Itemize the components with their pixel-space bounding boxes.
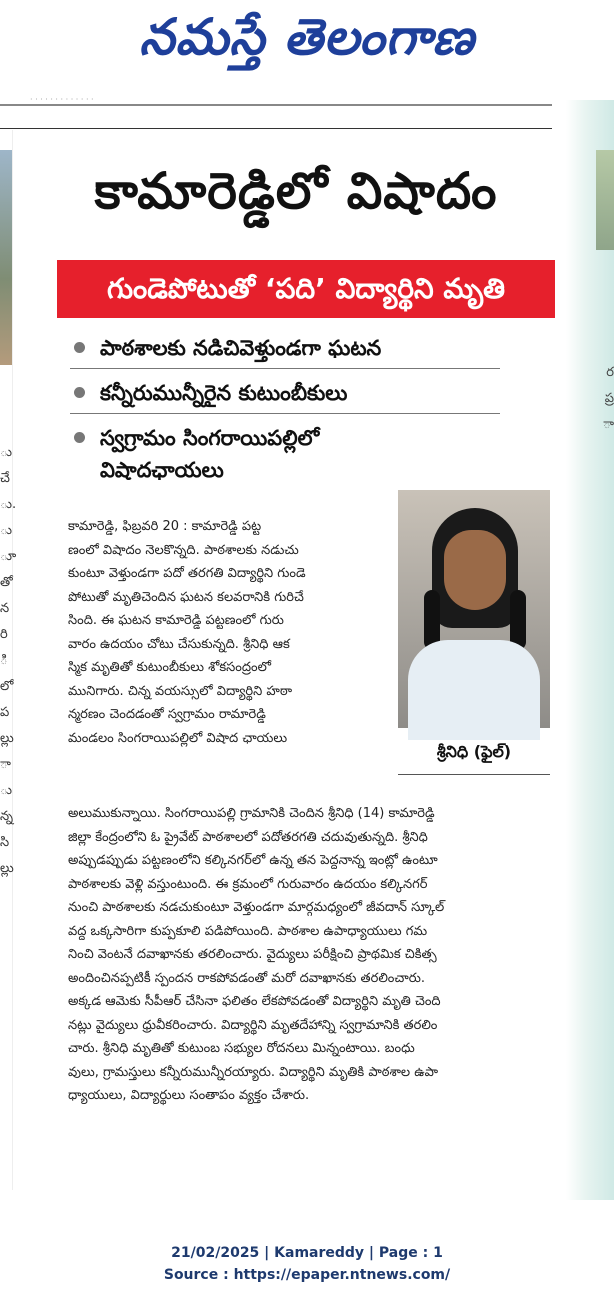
left-photo-fragment [0, 150, 12, 365]
student-photo [398, 490, 550, 728]
bullet-icon [74, 387, 85, 398]
left-fragment: ూ [0, 549, 17, 564]
highlight-text: స్వగ్రామం సింగరాయిపల్లిలో విషాదఛాయలు [100, 426, 320, 482]
date-strip: · · · · · · · · · · · · · [30, 95, 94, 104]
left-fragment: ప [0, 705, 10, 720]
right-column-cutoff [566, 100, 614, 1200]
right-fragment: ా [603, 417, 614, 432]
right-photo-fragment [596, 150, 614, 250]
highlight-text: కన్నీరుమున్నీరైన కుటుంబీకులు [100, 381, 348, 405]
article-body-top: కామారెడ్డి, ఫిబ్రవరి 20 : కామారెడ్డి పట్ట ణంలో విషాదం నెలకొన్నది. పాఠశాలకు నడుచు కుంటూ వెళ్తుండగా పదో తరగతి విద్యార్థిని గుండె పోటుతో మృతిచెందిన ఘటన కలవరానికి గురిచే సింది. ఈ ఘటన కామారెడ్డి పట్టణంలో గురు వారం ఉదయం చోటు చేసుకున్నది. శ్రీనిధి ఆక స్మిక మృతితో కుటుంబీకులు శోకసంద్రంలో మునిగారు. చిన్న వయస్సులో విద్యార్థిని హఠా న్మరణం చెందడంతో స్వగ్రామం రామారెడ్డి మండలం సింగరాయిపల్లిలో విషాద ఛాయలు [68, 519, 306, 746]
highlight-text: పాఠశాలకు నడిచివెళ్తుండగా ఘటన [100, 336, 382, 360]
header-divider [0, 104, 552, 106]
left-fragment: తో [0, 575, 13, 590]
left-fragment: ల్లు [0, 731, 14, 746]
left-fragment: రి [0, 627, 8, 642]
left-fragment: ు. [0, 497, 17, 512]
right-fragment: ర [606, 365, 614, 380]
right-fragment: ప్ర [604, 391, 614, 406]
footer-source: Source : https://epaper.ntnews.com/ [163, 1267, 451, 1283]
left-fragment: ు [0, 783, 13, 798]
highlight-item [70, 332, 500, 369]
left-fragment: ు [0, 445, 13, 460]
left-fragment: న [0, 601, 10, 616]
left-fragment: ి [0, 653, 8, 668]
photo-caption: శ్రీనిధి (ఫైల్) [436, 742, 512, 761]
source-footer [0, 1242, 614, 1286]
footer-date-edition: 21/02/2025 | Kamareddy | Page : 1 [171, 1245, 443, 1261]
highlights-list [70, 332, 500, 486]
left-fragment: సి [0, 835, 10, 850]
caption-divider [398, 774, 550, 775]
highlight-item [70, 377, 500, 414]
left-fragment: న్న [0, 809, 13, 824]
newspaper-logo: నమస్తే తెలంగాణ [139, 8, 475, 66]
left-fragment: ు [0, 523, 13, 538]
article-top-rule [0, 128, 552, 129]
bullet-icon [74, 342, 85, 353]
bullet-icon [74, 432, 85, 443]
left-fragment: లో [0, 679, 14, 694]
subheadline-banner: గుండెపోటుతో ‘పది’ విద్యార్థిని మృతి [57, 260, 555, 318]
left-fragment: ల్లు [0, 861, 14, 876]
masthead [0, 0, 614, 92]
left-text-fragments [0, 440, 17, 882]
article-headline: కామారెడ్డిలో విషాదం [94, 162, 498, 220]
left-fragment: చే [0, 471, 10, 486]
article-body-bottom: అలుముకున్నాయి. సింగరాయిపల్లి గ్రామానికి చెందిన శ్రీనిధి (14) కామారెడ్డి జిల్లా కేంద్రంలోని ఓ ప్రైవేట్ పాఠశాలలో పదోతరగతి చదువుతున్నది. శ్రీనిధి అప్పుడప్పుడు పట్టణంలోని కల్కినగర్‌లో ఉన్న తన పెద్దనాన్న ఇంట్లో ఉంటూ పాఠశాలకు వెళ్లి వస్తుంటుంది. ఈ క్రమంలో గురువారం ఉదయం కల్కినగర్ నుంచి పాఠశాలకు నడచుకుంటూ వెళ్తుండగా మార్గమధ్యంలో జీవదాన్ స్కూల్ వద్ద ఒక్కసారిగా కుప్పకూలి పడిపోయింది. పాఠశాల ఉపాధ్యాయులు గమ నించి వెంటనే దవాఖానకు తరలించారు. వైద్యులు పరీక్షించి ప్రాథమిక చికిత్స అందించినప్పటికీ స్పందన రాకపోవడంతో మరో దవాఖానకు తరలించారు. అక్కడ ఆమెకు సీపీఆర్ చేసినా ఫలితం లేకపోవడంతో విద్యార్థిని మృతి చెంది నట్లు వైద్యులు ధ్రువీకరించారు. విద్యార్థిని మృతదేహాన్ని స్వగ్రామానికి తరలిం చారు. శ్రీనిధి మృతితో కుటుంబ సభ్యుల రోదనలు మిన్నంటాయి. బంధు వులు, గ్రామస్తులు కన్నీరుమున్నీరయ్యారు. విద్యార్థిని మృతికి పాఠశాల ఉపా ధ్యాయులు, విద్యార్థులు సంతాపం వ్యక్తం చేశారు. [68, 806, 445, 1103]
left-fragment: ా [0, 757, 11, 772]
right-text-fragments [596, 360, 614, 438]
highlight-item [70, 422, 400, 486]
